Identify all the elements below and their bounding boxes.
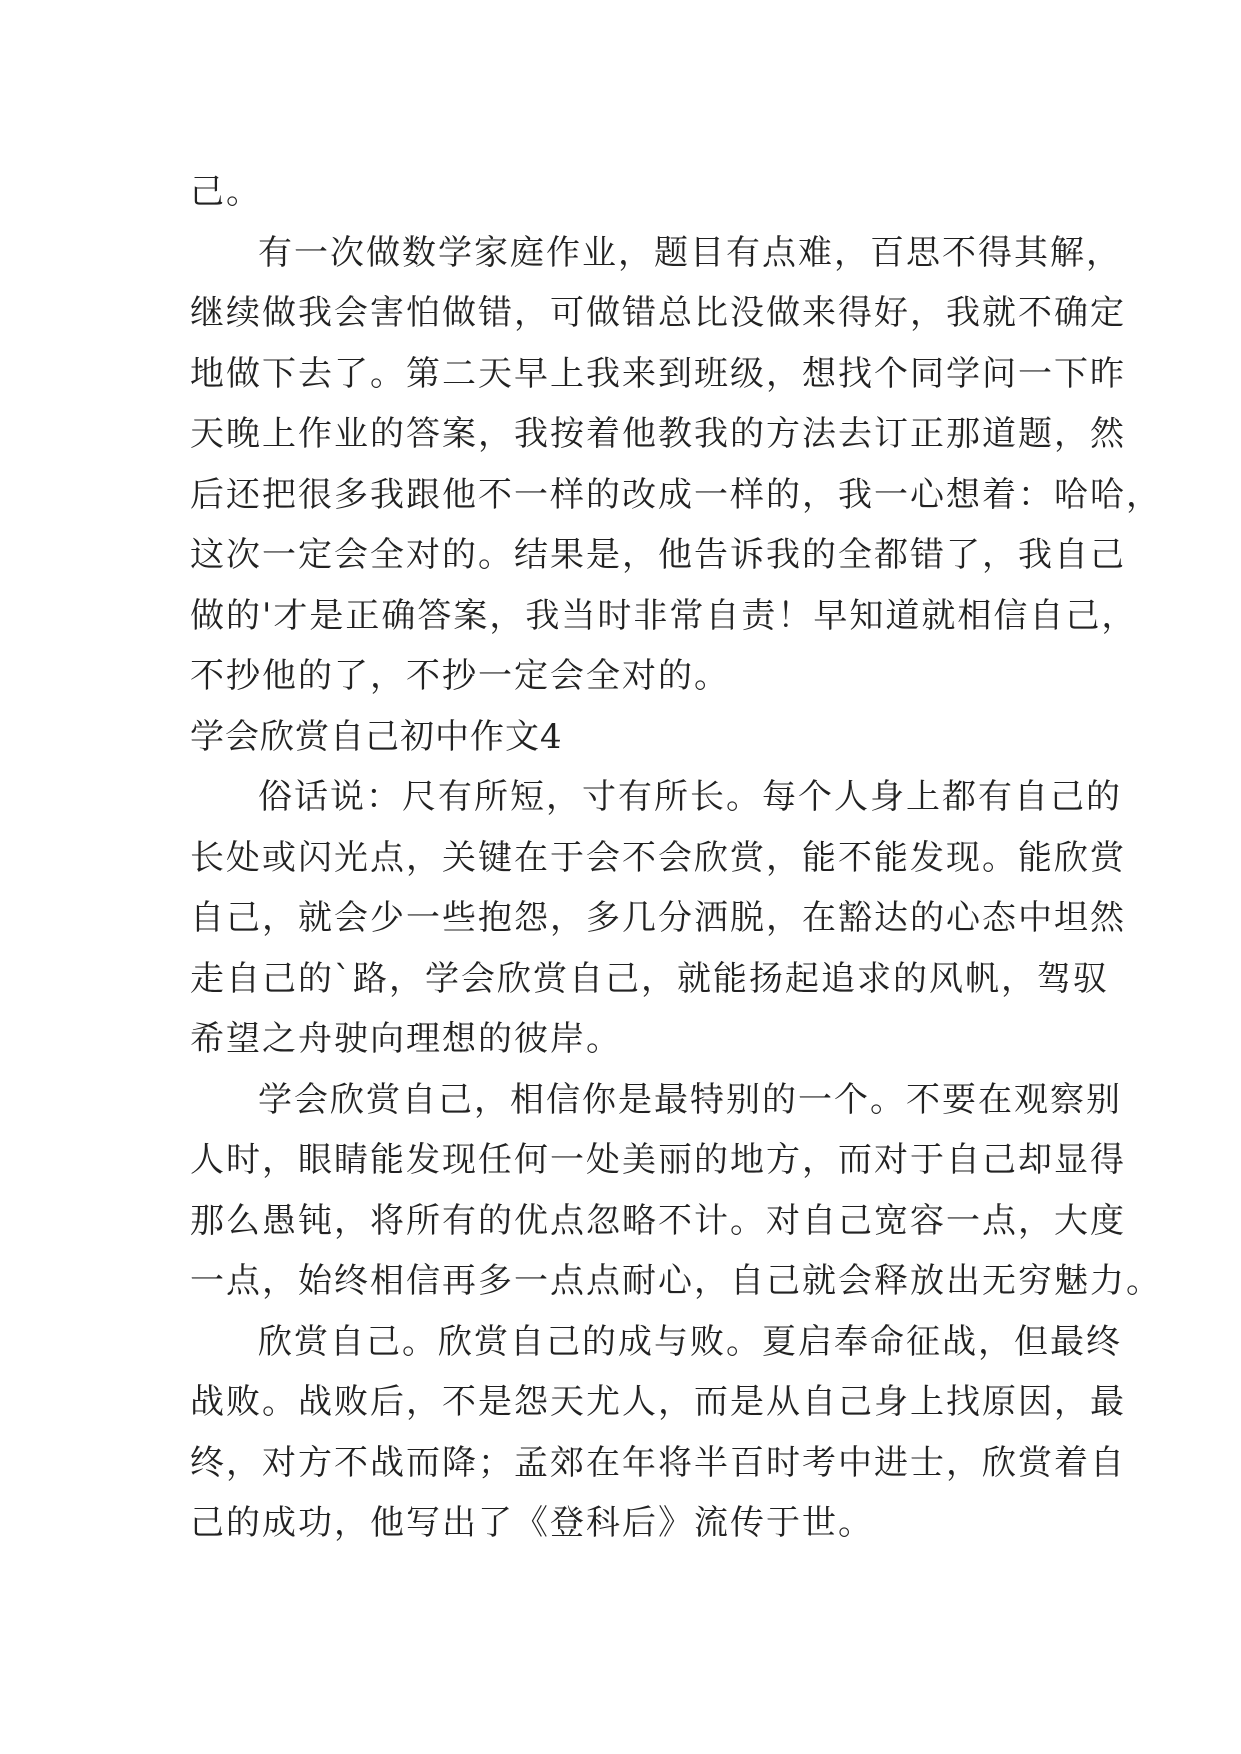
text-line: 战败。战败后，不是怨天尤人，而是从自己身上找原因，最 bbox=[190, 1382, 1126, 1422]
text-line: 自己，就会少一些抱怨，多几分洒脱，在豁达的心态中坦然 bbox=[190, 898, 1126, 938]
paragraph-start-line: 学会欣赏自己，相信你是最特别的一个。不要在观察别 bbox=[258, 1079, 1122, 1120]
text-line: 走自己的`路，学会欣赏自己，就能扬起追求的风帆，驾驭 bbox=[190, 958, 1109, 999]
text-line: 一点，始终相信再多一点点耐心，自己就会释放出无穷魅力。 bbox=[190, 1261, 1162, 1301]
text-line: 地做下去了。第二天早上我来到班级，想找个同学问一下昨 bbox=[190, 353, 1126, 394]
paragraph-start-line: 欣赏自己。欣赏自己的成与败。夏启奉命征战，但最终 bbox=[258, 1321, 1122, 1362]
text-line: 继续做我会害怕做错，可做错总比没做来得好，我就不确定 bbox=[190, 293, 1126, 333]
text-line: 希望之舟驶向理想的彼岸。 bbox=[190, 1019, 622, 1059]
text-line: 长处或闪光点，关键在于会不会欣赏，能不能发现。能欣赏 bbox=[190, 837, 1126, 878]
text-line: 己的成功，他写出了《登科后》流传于世。 bbox=[190, 1503, 874, 1543]
text-line: 做的'才是正确答案，我当时非常自责！早知道就相信自己， bbox=[190, 595, 1138, 636]
text-line: 天晚上作业的答案，我按着他教我的方法去订正那道题，然 bbox=[190, 414, 1126, 454]
text-line: 己。 bbox=[190, 172, 262, 212]
paragraph-start-line: 有一次做数学家庭作业，题目有点难，百思不得其解， bbox=[258, 232, 1122, 273]
text-line: 终，对方不战而降；孟郊在年将半百时考中进士，欣赏着自 bbox=[190, 1442, 1126, 1483]
text-line: 人时，眼睛能发现任何一处美丽的地方，而对于自己却显得 bbox=[190, 1140, 1126, 1180]
section-heading: 学会欣赏自己初中作文4 bbox=[190, 716, 563, 757]
text-line: 那么愚钝，将所有的优点忽略不计。对自己宽容一点，大度 bbox=[190, 1200, 1126, 1241]
text-line: 不抄他的了，不抄一定会全对的。 bbox=[190, 656, 730, 696]
document-body bbox=[190, 162, 1162, 1554]
text-line: 后还把很多我跟他不一样的改成一样的，我一心想着：哈哈， bbox=[190, 474, 1162, 515]
text-line: 这次一定会全对的。结果是，他告诉我的全都错了，我自己 bbox=[190, 535, 1126, 575]
paragraph-start-line: 俗话说：尺有所短，寸有所长。每个人身上都有自己的 bbox=[258, 777, 1122, 817]
